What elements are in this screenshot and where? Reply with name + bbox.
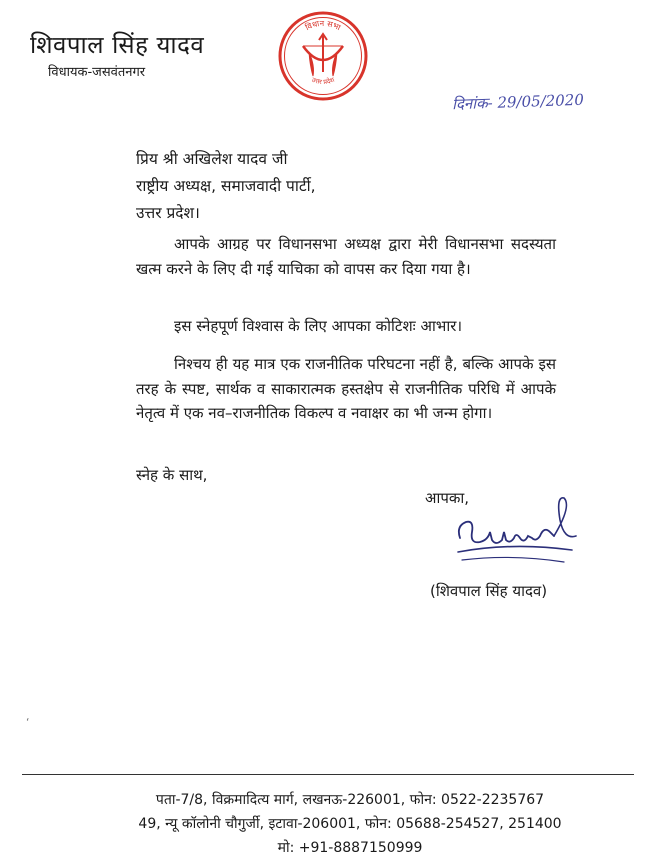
margin-mark: ‘ (26, 716, 30, 729)
sender-designation: विधायक-जसवंतनगर (48, 65, 146, 80)
emblem-bottom-text: उत्तर प्रदेश (310, 75, 336, 87)
fish-bow-icon (303, 34, 343, 76)
sign-off: आपका, (425, 489, 470, 507)
svg-text:उत्तर प्रदेश (310, 75, 336, 86)
sender-name: शिवपाल सिंह यादव (30, 31, 205, 59)
footer-mobile: मो: +91-8887150999 (277, 840, 423, 856)
recipient-designation: राष्ट्रीय अध्यक्ष, समाजवादी पार्टी, (136, 177, 316, 195)
footer-address-lucknow: पता-7/8, विक्रमादित्य मार्ग, लखनऊ-226001, फोन: 0522-2235767 (155, 792, 545, 808)
emblem-top-text: विधान सभा (303, 18, 343, 33)
handwritten-signature (452, 496, 584, 568)
svg-text:विधान सभा (303, 19, 342, 33)
footer-divider (22, 774, 634, 775)
body-paragraph-2: इस स्नेहपूर्ण विश्वास के लिए आपका कोटिशः आभार। (174, 317, 463, 335)
handwritten-date: दिनांक- 29/05/2020 (451, 90, 585, 114)
closing-line: स्नेह के साथ, (136, 466, 208, 484)
emblem-seal (277, 10, 369, 102)
recipient-state: उत्तर प्रदेश। (136, 204, 200, 222)
footer-address-etawah: 49, न्यू कॉलोनी चौगुर्जी, इटावा-206001, फोन: 05688-254527, 251400 (138, 816, 562, 832)
body-paragraph-1: आपके आग्रह पर विधानसभा अध्यक्ष द्वारा मेरी विधानसभा सदस्यता खत्म करने के लिए दी गई याचिका को वापस कर दिया गया है। (136, 235, 556, 278)
recipient-salutation: प्रिय श्री अखिलेश यादव जी (136, 150, 288, 168)
signatory-name: (शिवपाल सिंह यादव) (430, 582, 548, 600)
body-paragraph-3: निश्चय ही यह मात्र एक राजनीतिक परिघटना नहीं है, बल्कि आपके इस तरह के स्पष्ट, सार्थक व साकारात्मक हस्तक्षेप से राजनीतिक परिधि में आपके नेतृत्व में एक नव–राजनीतिक विकल्प व नवाक्षर का भी जन्म होगा। (136, 355, 556, 422)
